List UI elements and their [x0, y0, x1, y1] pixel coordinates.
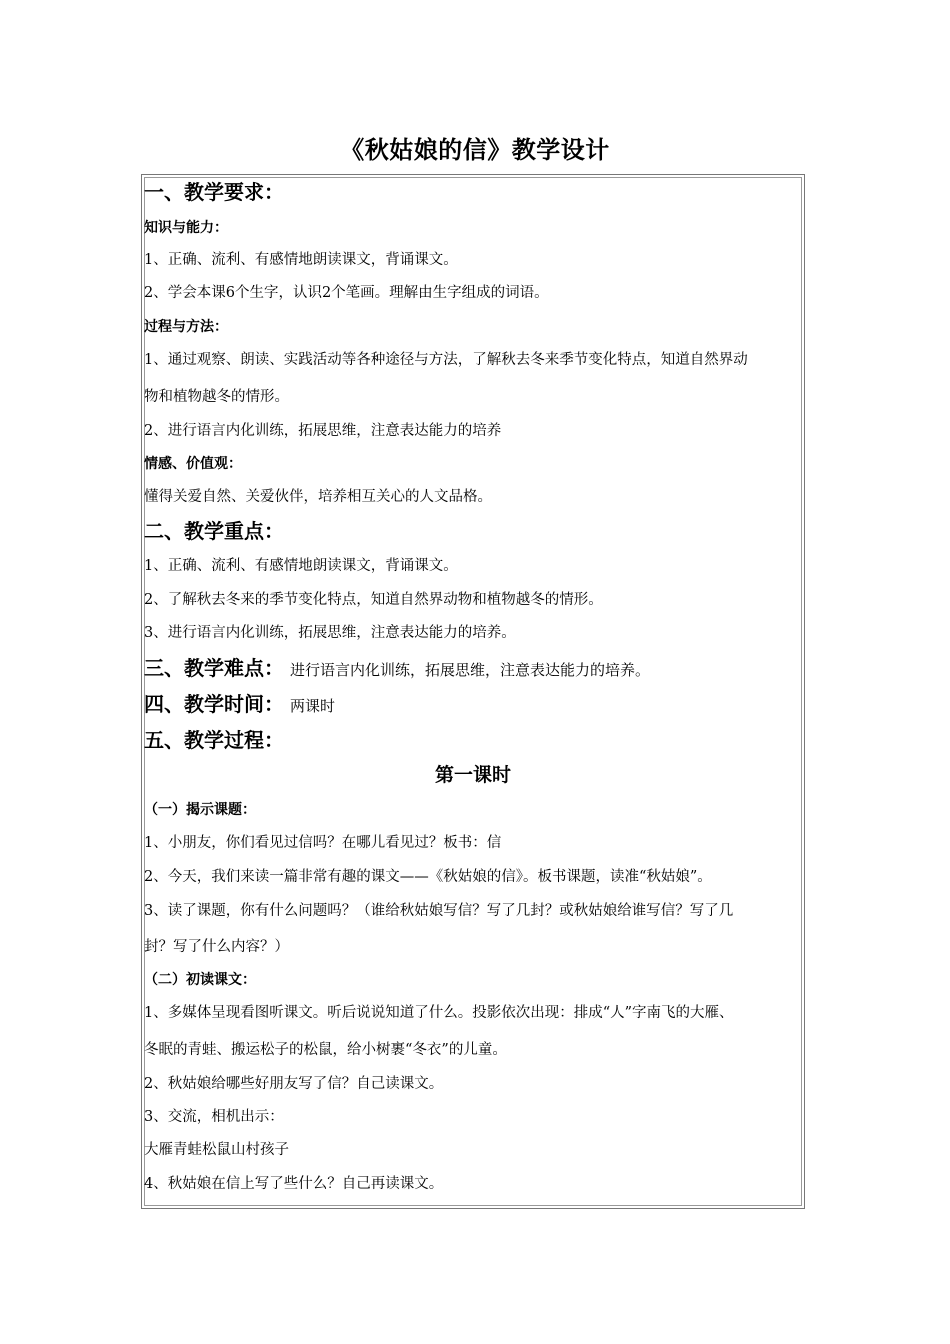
paragraph: 大雁青蛙松鼠山村孩子 [144, 1142, 289, 1158]
section-heading-time [144, 694, 335, 714]
subheading-knowledge: 知识与能力： [144, 220, 228, 236]
section-heading-requirements: 一、教学要求： [144, 180, 284, 204]
section-heading-difficulty [144, 658, 650, 678]
heading-inline-text: 两课时 [290, 697, 336, 715]
paragraph: 3、读了课题，你有什么问题吗？（谁给秋姑娘写信？写了几封？或秋姑娘给谁写信？写了几 [144, 903, 734, 919]
heading-inline-text: 进行语言内化训练，拓展思维，注意表达能力的培养。 [290, 661, 651, 679]
paragraph: 2、今天，我们来读一篇非常有趣的课文——《秋姑娘的信》。板书课题，读准“秋姑娘”。 [144, 869, 712, 885]
section-heading-key-points: 二、教学重点： [144, 519, 284, 543]
heading-label: 三、教学难点： [144, 656, 284, 680]
subheading-part-two: （二）初读课文： [144, 972, 256, 988]
paragraph: 物和植物越冬的情形。 [144, 389, 289, 405]
subheading-values: 情感、价值观： [144, 456, 242, 472]
paragraph: 3、交流，相机出示： [144, 1109, 284, 1125]
document-title: 《秋姑娘的信》教学设计 [340, 136, 610, 164]
paragraph: 封？写了什么内容？） [144, 939, 289, 955]
paragraph: 1、正确、流利、有感情地朗读课文，背诵课文。 [144, 558, 458, 574]
paragraph: 1、小朋友，你们看见过信吗？在哪儿看见过？板书：信 [144, 835, 502, 851]
paragraph: 3、进行语言内化训练，拓展思维，注意表达能力的培养。 [144, 625, 516, 641]
lesson-title: 第一课时 [434, 764, 511, 786]
paragraph: 2、学会本课6个生字，认识2个笔画。理解由生字组成的词语。 [144, 285, 549, 301]
heading-label: 四、教学时间： [144, 692, 284, 716]
paragraph: 2、了解秋去冬来的季节变化特点，知道自然界动物和植物越冬的情形。 [144, 592, 603, 608]
paragraph: 1、正确、流利、有感情地朗读课文，背诵课文。 [144, 252, 458, 268]
paragraph: 冬眠的青蛙、搬运松子的松鼠，给小树裹“冬衣”的儿童。 [144, 1042, 507, 1058]
paragraph: 1、通过观察、朗读、实践活动等各种途径与方法，了解秋去冬来季节变化特点，知道自然界动 [144, 352, 748, 368]
section-heading-process: 五、教学过程： [144, 728, 284, 752]
subheading-process: 过程与方法： [144, 319, 228, 335]
paragraph: 2、进行语言内化训练，拓展思维，注意表达能力的培养 [144, 423, 502, 439]
paragraph: 1、多媒体呈现看图听课文。听后说说知道了什么。投影依次出现：排成“人”字南飞的大雁、 [144, 1005, 734, 1021]
subheading-part-one: （一）揭示课题： [144, 802, 256, 818]
paragraph: 2、秋姑娘给哪些好朋友写了信？自己读课文。 [144, 1076, 444, 1092]
paragraph: 4、秋姑娘在信上写了些什么？自己再读课文。 [144, 1176, 444, 1192]
paragraph: 懂得关爱自然、关爱伙伴，培养相互关心的人文品格。 [144, 489, 492, 505]
